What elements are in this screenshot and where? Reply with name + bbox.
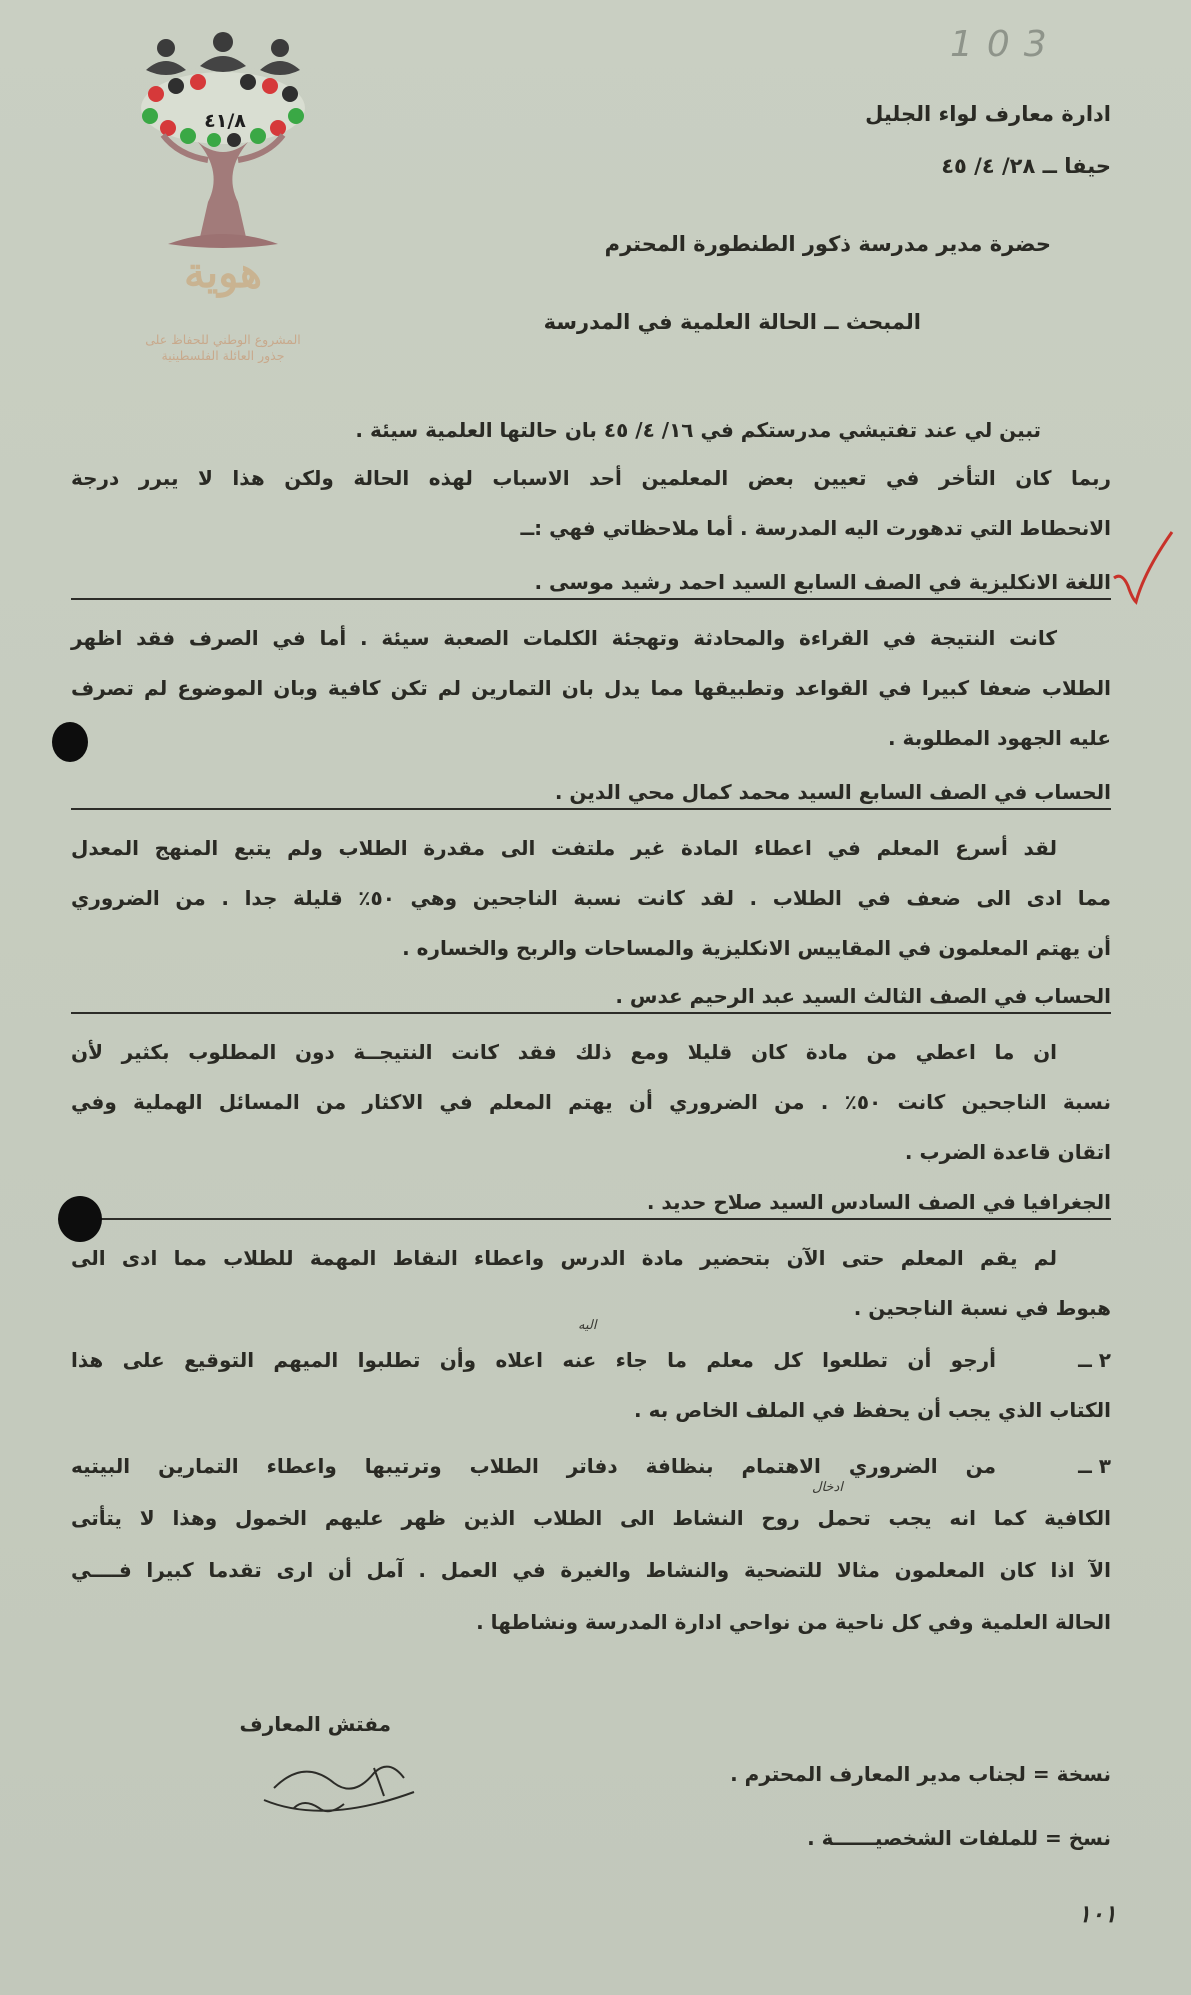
geography-line-2: هبوط في نسبة الناجحين . [853, 1296, 1111, 1320]
logo-caption: المشروع الوطني للحفاظ على جذور العائلة الفلسطينية [145, 332, 301, 363]
point-2-line-2: الكتاب الذي يجب أن يحفظ في الملف الخاص به . [634, 1398, 1111, 1422]
logo-name: هوية [183, 248, 263, 297]
math7-line-2: مما ادى الى ضعف في الطلاب . لقد كانت نسبة الناجحين وهي ٥٠٪ قليلة جدا . من الضروري [71, 886, 1112, 910]
footer-mark: ١٠١ [1078, 1900, 1117, 1928]
math3-line-2: نسبة الناجحين كانت ٥٠٪ . من الضروري أن يهتم المعلم في الاكثار من المسائل الهملية وفي [71, 1090, 1111, 1114]
copy-line-2: نسخ = للملفات الشخصيــــــة . [807, 1826, 1111, 1850]
intro-line-1: تبين لي عند تفتيشي مدرستكم في ١٦/ ٤/ ٤٥ بان حالتها العلمية سيئة . [355, 418, 1041, 442]
english-line-2: الطلاب ضعفا كبيرا في القواعد وتطبيقها مما يدل بان التمارين لم تكن كافية وبان الموضوع لم تصرف [71, 676, 1111, 700]
point-2-line-1: أرجو أن تطلعوا كل معلم ما جاء عنه اعلاه وأن تطلبوا الميهم التوقيع على هذا [71, 1348, 996, 1372]
intro-line-3: الانحطاط التي تدهورت اليه المدرسة . أما ملاحظاتي فهي :ــ [520, 516, 1111, 540]
math3-line-1: ان ما اعطي من مادة كان قليلا ومع ذلك فقد كانت النتيجــة دون المطلوب بكثير لأن [71, 1040, 1057, 1064]
english-line-3: عليه الجهود المطلوبة . [888, 726, 1111, 750]
point-3-line-1: من الضروري الاهتمام بنظافة دفاتر الطلاب وترتيبها واعطاء التمارين البيتيه [71, 1454, 996, 1478]
subject-line: المبحث ــ الحالة العلمية في المدرسة [543, 310, 921, 334]
red-check-mark [1108, 528, 1178, 618]
logo-year-mark: ٤١/٨ [204, 110, 246, 132]
section-heading-geography: الجغرافيا في الصف السادس السيد صلاح حديد . [71, 1190, 1111, 1220]
point-3-correction: ادخال [812, 1480, 843, 1495]
english-line-1: كانت النتيجة في القراءة والمحادثة وتهجئة الكلمات الصعبة سيئة . أما في الصرف فقد اظهر [71, 626, 1057, 650]
intro-line-2: ربما كان التأخر في تعيين بعض المعلمين أحد الاسباب لهذه الحالة ولكن هذا لا يبرر درجة [71, 466, 1111, 490]
section-heading-math-grade7: الحساب في الصف السابع السيد محمد كمال محي الدين . [71, 780, 1111, 810]
tree-logo-icon [128, 30, 318, 260]
hole-punch-top [52, 722, 88, 762]
point-3-line-3: الآ اذا كان المعلمون مثالا للتضحية والنشاط والغيرة في العمل . آمل أن ارى تقدما كبيرا فــــي [71, 1558, 1111, 1582]
section-heading-english: اللغة الانكليزية في الصف السابع السيد احمد رشيد موسى . [71, 570, 1111, 600]
copy-line-1: نسخة = لجناب مدير المعارف المحترم . [730, 1762, 1111, 1786]
point-3-line-4: الحالة العلمية وفي كل ناحية من نواحي ادارة المدرسة ونشاطها . [476, 1610, 1111, 1634]
letterhead-office: ادارة معارف لواء الجليل [865, 102, 1111, 126]
archive-page-number: 103 [950, 24, 1061, 65]
point-2-number: ٢ ــ [1078, 1348, 1111, 1372]
point-3-line-2: الكافية كما انه يجب تحمل روح النشاط الى الطلاب الذين ظهر عليهم الخمول وهذا لا يتأتى [71, 1506, 1111, 1530]
point-2-correction: اليه [578, 1318, 597, 1333]
addressee: حضرة مدير مدرسة ذكور الطنطورة المحترم [604, 232, 1051, 256]
math7-line-3: أن يهتم المعلمون في المقاييس الانكليزية والمساحات والربح والخساره . [402, 936, 1111, 960]
letterhead-place-date: حيفا ــ ٢٨/ ٤/ ٤٥ [941, 154, 1111, 178]
math7-line-1: لقد أسرع المعلم في اعطاء المادة غير ملتفت الى مقدرة الطلاب ولم يتبع المنهج المعدل [71, 836, 1057, 860]
geography-line-1: لم يقم المعلم حتى الآن بتحضير مادة الدرس واعطاء النقاط المهمة للطلاب مما ادى الى [71, 1246, 1057, 1270]
point-3-number: ٣ ــ [1078, 1454, 1111, 1478]
handwritten-signature [254, 1748, 434, 1828]
signature-title: مفتش المعارف [239, 1712, 391, 1736]
section-heading-math-grade3: الحساب في الصف الثالث السيد عبد الرحيم عدس . [71, 984, 1111, 1014]
math3-line-3: اتقان قاعدة الضرب . [904, 1140, 1111, 1164]
hole-punch-bottom [58, 1196, 102, 1242]
